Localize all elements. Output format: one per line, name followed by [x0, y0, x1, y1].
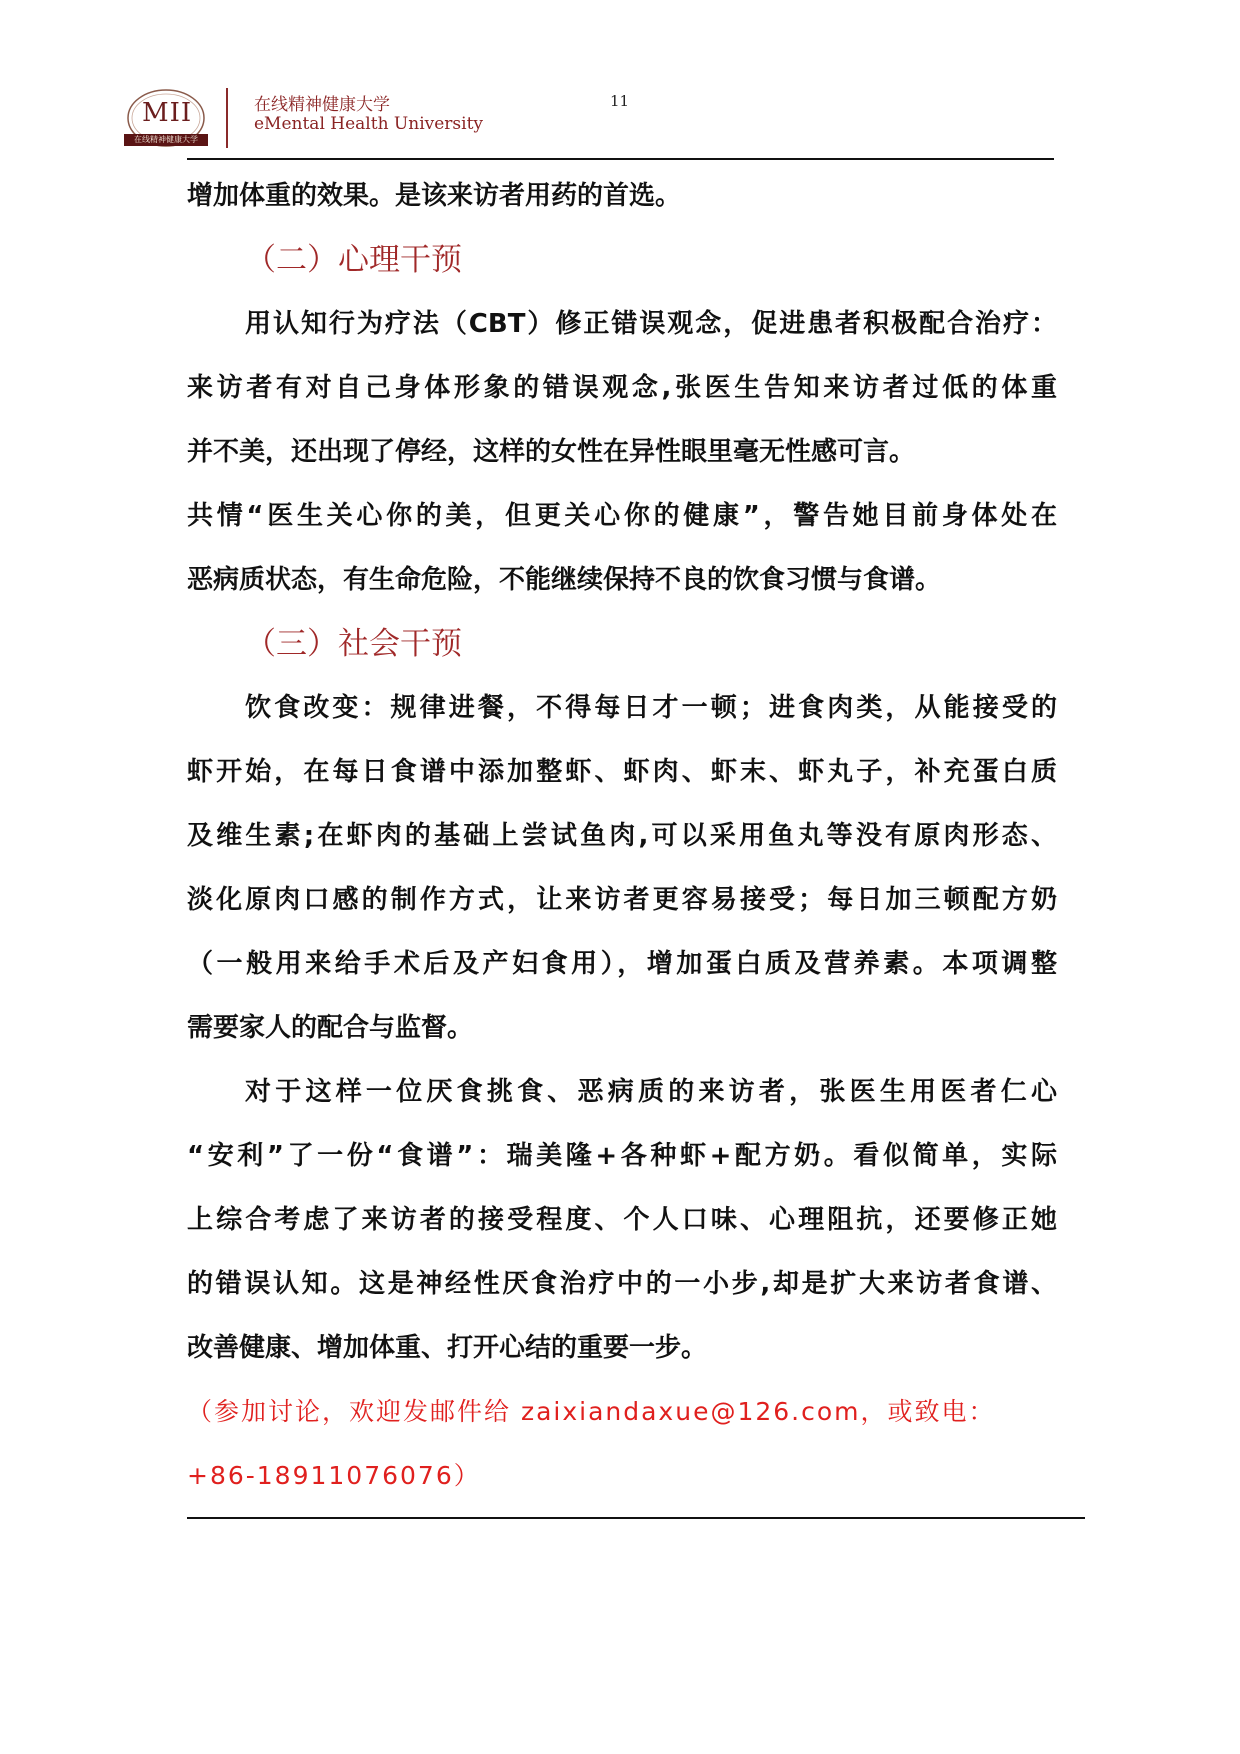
contact-phone: +86-18911076076）	[187, 1461, 481, 1490]
body-line: 饮食改变：规律进餐，不得每日才一顿；进食肉类，从能接受的	[245, 693, 1057, 723]
body-line: 来访者有对自己身体形象的错误观念,张医生告知来访者过低的体重	[187, 373, 1057, 403]
body-line: 及维生素;在虾肉的基础上尝试鱼肉,可以采用鱼丸等没有原肉形态、	[187, 821, 1057, 851]
body-line: （一般用来给手术后及产妇食用），增加蛋白质及营养素。本项调整	[187, 949, 1057, 979]
body-line: 对于这样一位厌食挑食、恶病质的来访者，张医生用医者仁心	[245, 1077, 1057, 1107]
section-heading-social: （三）社会干预	[245, 626, 462, 662]
body-line: 改善健康、增加体重、打开心结的重要一步。	[187, 1333, 708, 1363]
body-line: 上综合考虑了来访者的接受程度、个人口味、心理阻抗，还要修正她	[187, 1205, 1057, 1235]
page-header	[120, 80, 1060, 160]
section-heading-psychological: （二）心理干预	[245, 242, 462, 278]
body-line: 用认知行为疗法（CBT）修正错误观念，促进患者积极配合治疗：	[245, 309, 1057, 339]
body-line: 恶病质状态，有生命危险，不能继续保持不良的饮食习惯与食谱。	[187, 565, 942, 595]
body-line: 淡化原肉口感的制作方式，让来访者更容易接受；每日加三顿配方奶	[187, 885, 1057, 915]
body-line: 增加体重的效果。是该来访者用药的首选。	[187, 181, 682, 211]
body-line: 的错误认知。这是神经性厌食治疗中的一小步,却是扩大来访者食谱、	[187, 1269, 1057, 1299]
brand-name-english: eMental Health University	[254, 114, 484, 134]
body-line: 共情“医生关心你的美，但更关心你的健康”，警告她目前身体处在	[187, 501, 1057, 531]
body-line: “安利”了一份“食谱”：瑞美隆+各种虾+配方奶。看似简单，实际	[187, 1141, 1057, 1171]
brand-name-chinese: 在线精神健康大学	[254, 95, 390, 115]
contact-note: （参加讨论，欢迎发邮件给 zaixiandaxue@126.com，或致电：	[187, 1397, 996, 1426]
university-logo	[120, 86, 212, 156]
header-divider	[226, 88, 228, 148]
logo-banner: 在线精神健康大学	[124, 134, 208, 146]
footer-rule	[187, 1517, 1085, 1519]
document-body	[187, 164, 1057, 1508]
header-rule	[187, 158, 1054, 160]
logo-lettering: MII	[142, 98, 193, 128]
body-line: 虾开始，在每日食谱中添加整虾、虾肉、虾末、虾丸子，补充蛋白质	[187, 757, 1057, 787]
body-line: 需要家人的配合与监督。	[187, 1013, 474, 1043]
page-number: 11	[610, 92, 630, 110]
body-line: 并不美，还出现了停经，这样的女性在异性眼里毫无性感可言。	[187, 437, 916, 467]
